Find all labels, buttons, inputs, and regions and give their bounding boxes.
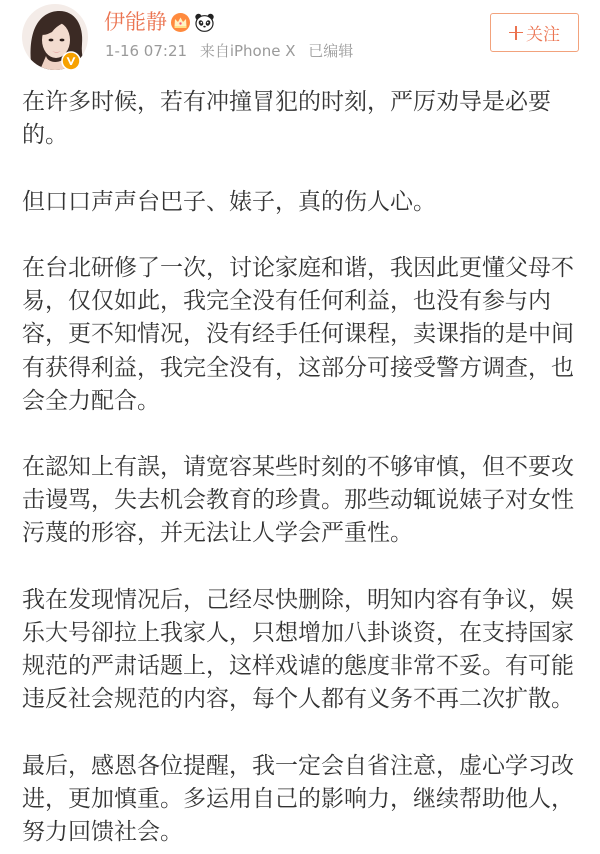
paragraph — [22, 86, 574, 152]
author-row — [104, 8, 215, 36]
paragraph — [22, 186, 574, 219]
text-line: 但口口声声台巴子、婊子，真的伤人心。 — [22, 188, 436, 215]
crown-icon[interactable] — [170, 12, 191, 33]
author-name[interactable]: 伊能静 — [104, 10, 167, 34]
avatar[interactable] — [22, 4, 88, 70]
text-line: 易，仅仅如此，我完全没有任何利益，也没有参与内 — [22, 288, 551, 315]
text-line: 最后，感恩各位提醒，我一定会自省注意，虚心学习改 — [22, 752, 574, 779]
text-line: 乐大号卻拉上我家人，只想增加八卦谈资，在支持国家 — [22, 620, 574, 646]
text-line: 击谩骂，失去机会教育的珍貴。那些动辄说婊子对女性 — [22, 487, 574, 514]
post-time: 1-16 07:21 — [105, 42, 188, 60]
text-line: 在许多时候，若有冲撞冒犯的时刻，严厉劝导是必要 — [22, 89, 551, 115]
paragraph — [22, 451, 574, 551]
paragraph — [22, 750, 574, 850]
text-line: 进，更加慎重。多运用自己的影响力，继续帮助他人， — [22, 785, 574, 812]
text-line: 会全力配合。 — [22, 387, 160, 414]
paragraph — [22, 252, 574, 418]
text-line: 在台北研修了一次，讨论家庭和谐，我因此更懂父母不 — [22, 254, 574, 281]
text-line: 我在发现情况后，己经尽快删除，明知内容有争议，娱 — [22, 586, 574, 613]
post-source[interactable]: 来自iPhone X — [199, 42, 296, 60]
text-line: 容，更不知情况，没有经手任何课程，卖课指的是中间 — [22, 321, 574, 348]
post-body — [22, 86, 574, 849]
paragraph — [22, 584, 574, 717]
text-line: 规范的严肃话题上，这样戏谑的態度非常不妥。有可能 — [22, 653, 574, 680]
verified-badge-icon — [61, 51, 81, 71]
follow-button[interactable] — [490, 13, 579, 52]
plus-icon — [509, 26, 523, 40]
text-line: 污蔑的形容，并无法让人学会严重性。 — [22, 520, 413, 547]
text-line: 在認知上有誤，请宽容某些时刻的不够审慎，但不要攻 — [22, 454, 574, 481]
panda-icon — [194, 12, 215, 33]
post-meta — [105, 40, 361, 62]
follow-button-label: 关注 — [526, 25, 560, 45]
text-line: 违反社会规范的内容，每个人都有义务不再二次扩散。 — [22, 686, 574, 713]
text-line: 有获得利益，我完全没有，这部分可接受警方调查，也 — [22, 354, 574, 381]
edited-label[interactable]: 已编辑 — [308, 42, 354, 60]
text-line: 的。 — [22, 122, 68, 149]
text-line: 努力回馈社会。 — [22, 819, 183, 846]
